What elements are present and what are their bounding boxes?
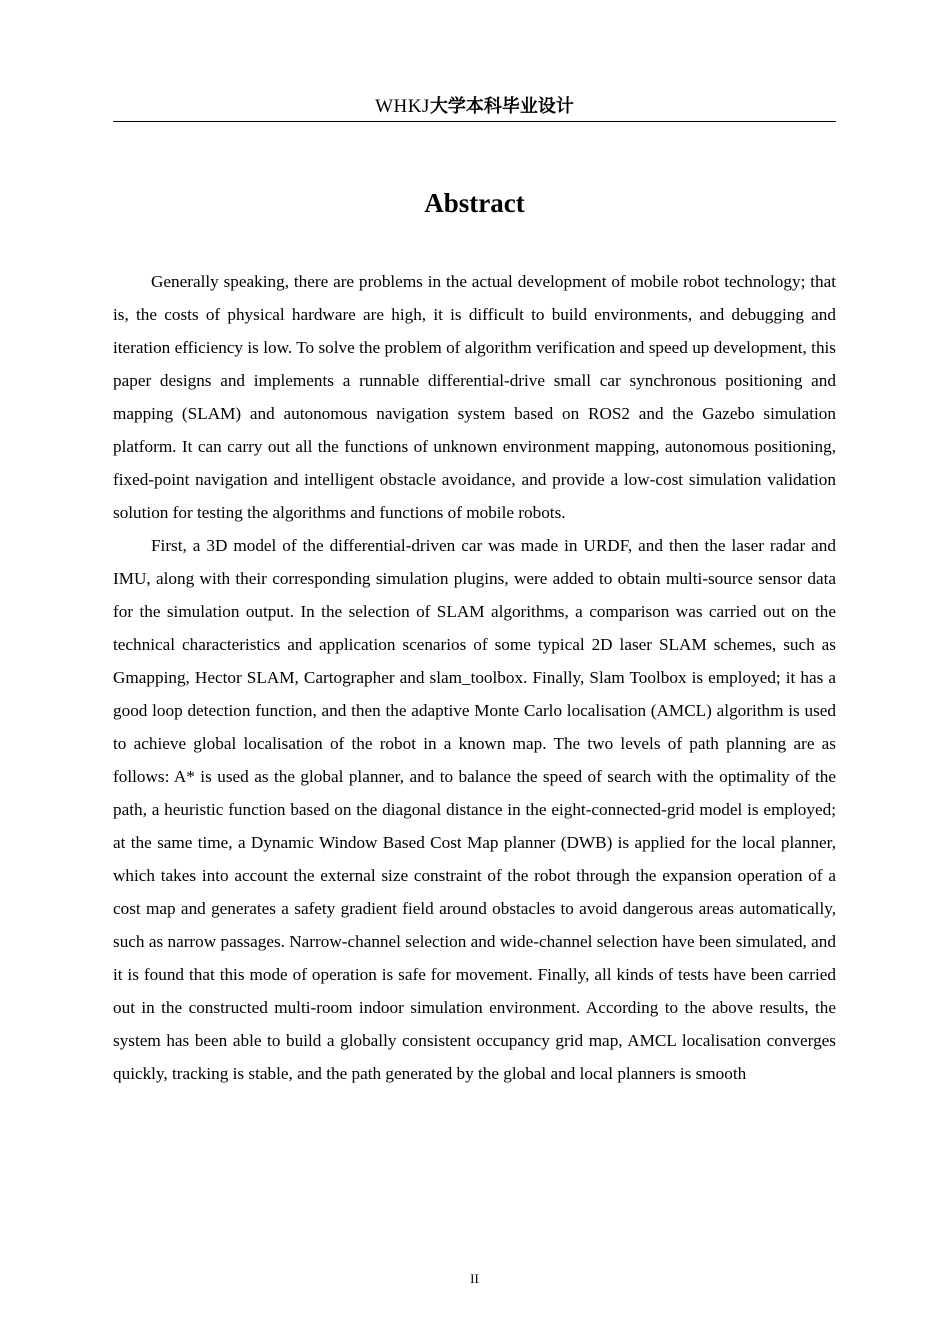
- running-header: [113, 95, 836, 119]
- abstract-paragraph-1: Generally speaking, there are problems in the actual development of mobile robot technology; that is, the costs of physical hardware are high, it is difficult to build environments, and debugging and iteration efficiency is low. To solve the problem of algorithm verification and speed up development, this paper designs and implements a runnable differential-drive small car synchronous positioning and mapping (SLAM) and autonomous navigation system based on ROS2 and the Gazebo simulation platform. It can carry out all the functions of unknown environment mapping, autonomous positioning, fixed-point navigation and intelligent obstacle avoidance, and provide a low-cost simulation validation solution for testing the algorithms and functions of mobile robots.: [113, 272, 836, 522]
- header-document-type: 大学本科毕业设计: [429, 96, 574, 117]
- header-institution-code: WHKJ: [375, 96, 430, 117]
- header-rule: [113, 121, 836, 122]
- page-title: Abstract: [424, 188, 525, 218]
- abstract-paragraph-2: First, a 3D model of the differential-driven car was made in URDF, and then the laser radar and IMU, along with their corresponding simulation plugins, were added to obtain multi-source sensor data for the simulation output. In the selection of SLAM algorithms, a comparison was carried out on the technical characteristics and application scenarios of some typical 2D laser SLAM schemes, such as Gmapping, Hector SLAM, Cartographer and slam_toolbox. Finally, Slam Toolbox is employed; it has a good loop detection function, and then the adaptive Monte Carlo localisation (AMCL) algorithm is used to achieve global localisation of the robot in a known map. The two levels of path planning are as follows: A* is used as the global planner, and to balance the speed of search with the optimality of the path, a heuristic function based on the diagonal distance in the eight-connected-grid model is employed; at the same time, a Dynamic Window Based Cost Map planner (DWB) is applied for the local planner, which takes into account the external size constraint of the robot through the expansion operation of a cost map and generates a safety gradient field around obstacles to avoid dangerous areas automatically, such as narrow passages. Narrow-channel selection and wide-channel selection have been simulated, and it is found that this mode of operation is safe for movement. Finally, all kinds of tests have been carried out in the constructed multi-room indoor simulation environment. According to the above results, the system has been able to build a globally consistent occupancy grid map, AMCL localisation converges quickly, tracking is stable, and the path generated by the global and local planners is smooth: [113, 536, 836, 1083]
- page-number: II: [470, 1271, 479, 1286]
- abstract-body: [113, 265, 836, 1090]
